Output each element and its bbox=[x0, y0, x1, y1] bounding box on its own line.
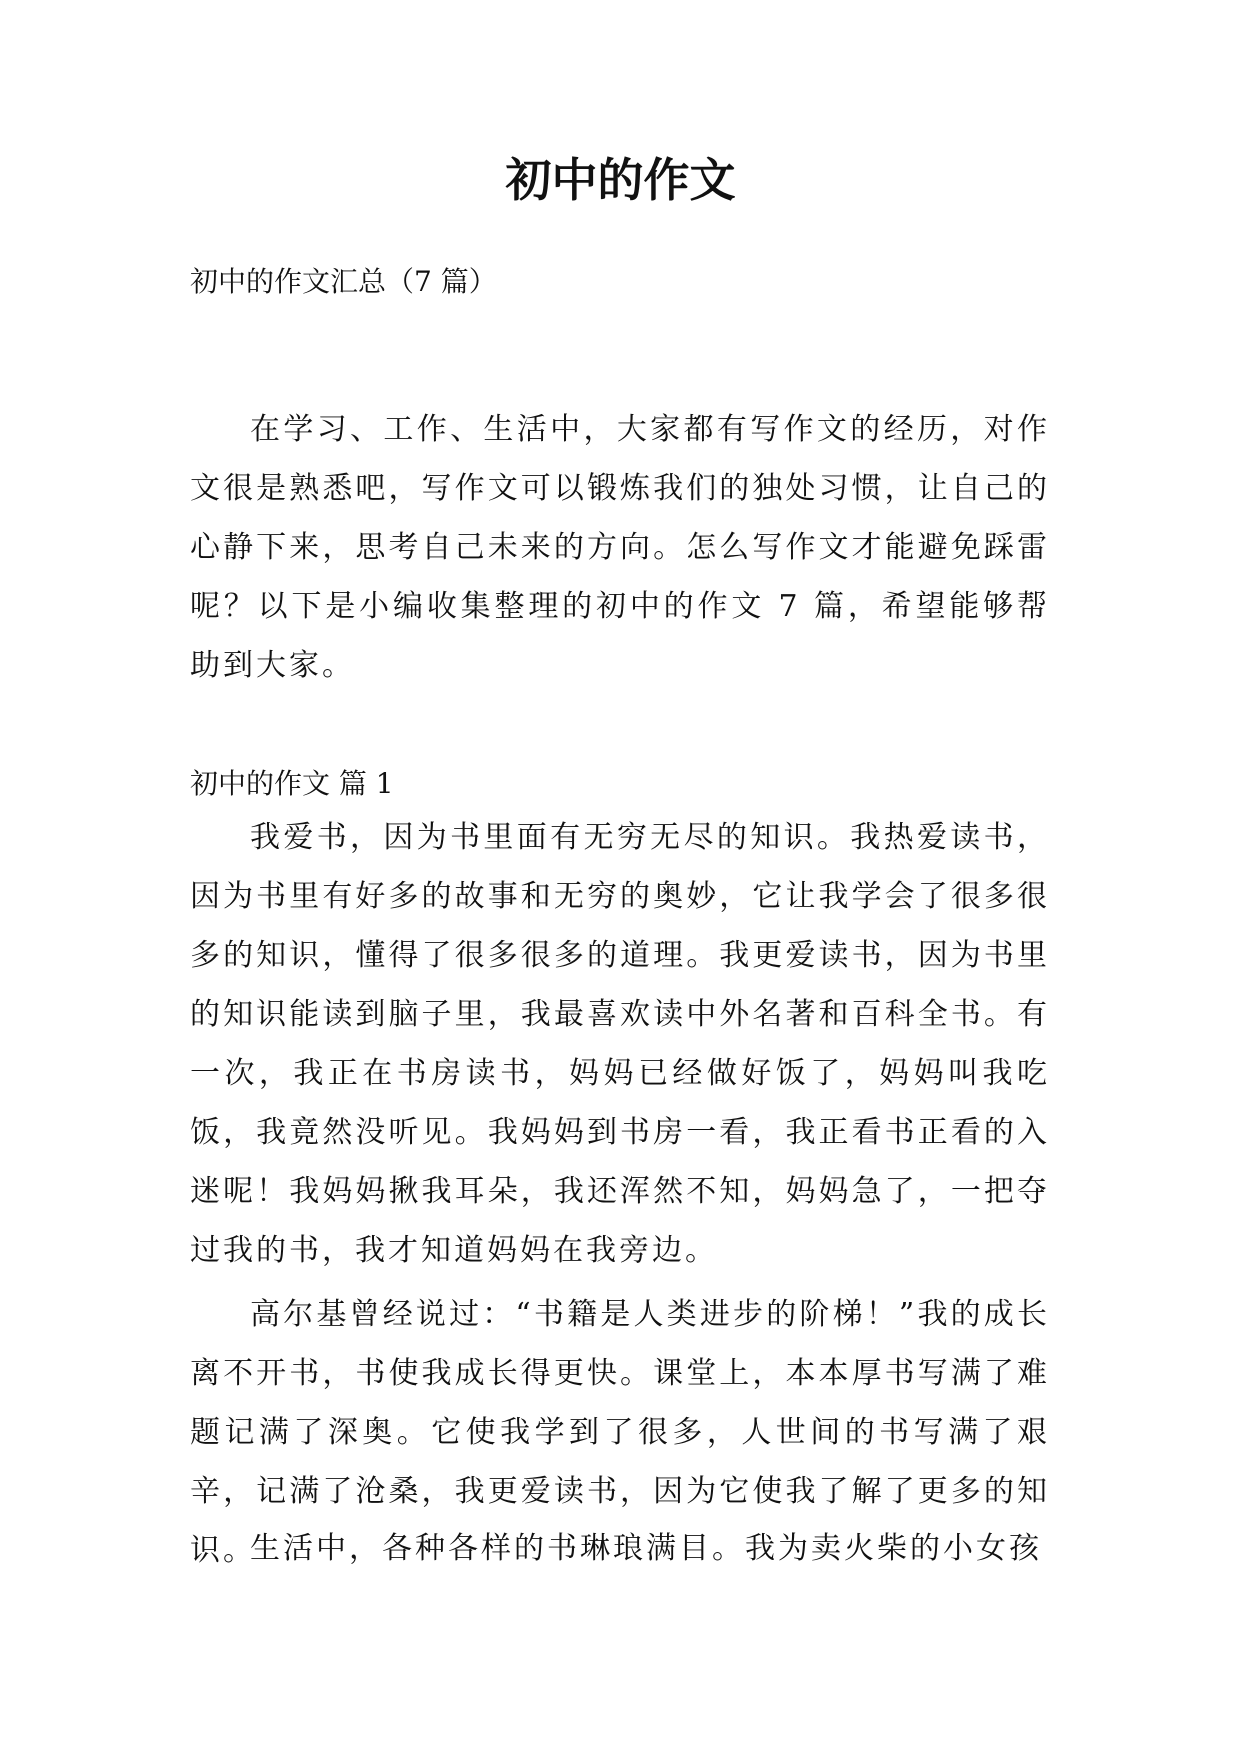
section-heading: 初中的作文 篇 1 bbox=[190, 767, 394, 800]
body-paragraph: 生活中，各种各样的书琳琅满目。我为卖火柴的小女孩 bbox=[250, 1531, 1042, 1566]
document-title: 初中的作文 bbox=[505, 153, 736, 207]
body-paragraph: 我爱书，因为书里面有无穷无尽的知识。我热爱读书，因为书里有好多的故事和无穷的奥妙，它让我学会了很多很多的知识，懂得了很多很多的道理。我更爱读书，因为书里的知识能读到脑子里，我最喜欢读中外名著和百科全书。有一次，我正在书房读书，妈妈已经做好饭了，妈妈叫我吃饭，我竟然没听见。我妈妈到书房一看，我正看书正看的入迷呢！我妈妈揪我耳朵，我还浑然不知，妈妈急了，一把夺过我的书，我才知道妈妈在我旁边。 bbox=[190, 820, 1050, 1268]
intro-paragraph: 在学习、工作、生活中，大家都有写作文的经历，对作文很是熟悉吧，写作文可以锻炼我们的独处习惯，让自己的心静下来，思考自己未来的方向。怎么写作文才能避免踩雷呢？以下是小编收集整理的初中的作文 7 篇，希望能够帮助到大家。 bbox=[190, 412, 1050, 683]
body-paragraph: 高尔基曾经说过：“书籍是人类进步的阶梯！”我的成长离不开书，书使我成长得更快。课堂上，本本厚书写满了难题记满了深奥。它使我学到了很多，人世间的书写满了艰辛，记满了沧桑，我更爱读书，因为它使我了解了更多的知识。 bbox=[190, 1297, 1050, 1568]
document-subtitle: 初中的作文汇总（7 篇） bbox=[190, 265, 497, 298]
